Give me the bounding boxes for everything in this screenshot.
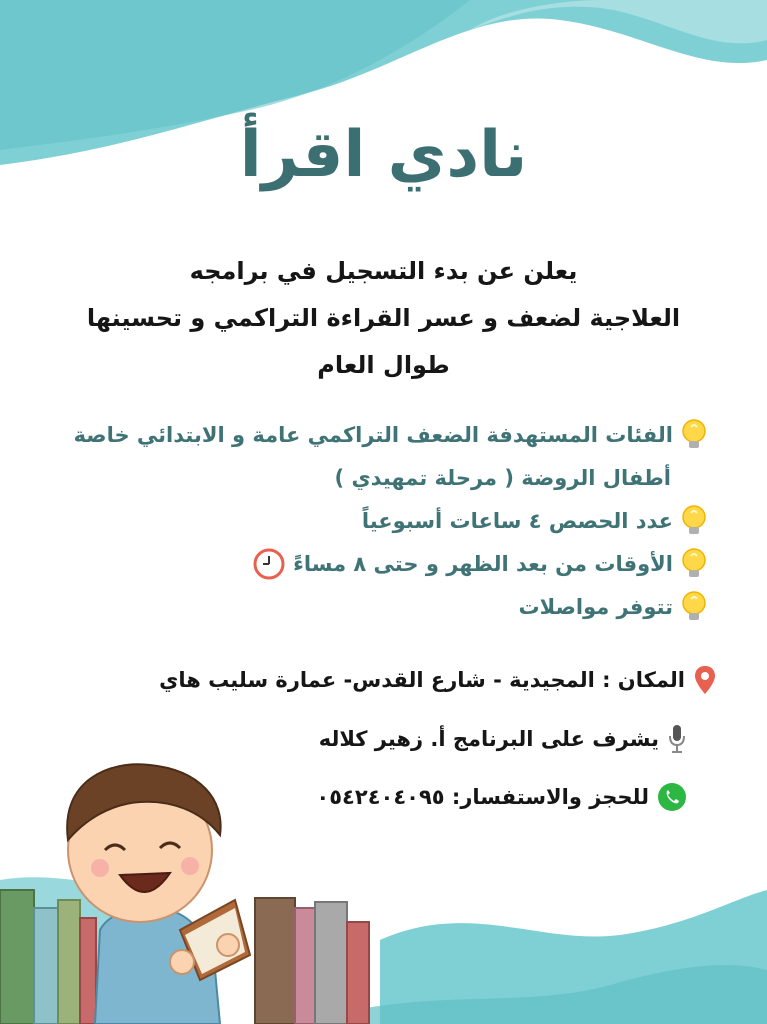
supervisor-text: يشرف على البرنامج أ. زهير كلاله: [318, 727, 659, 751]
clock-icon: [253, 548, 285, 580]
feature-times: [29, 542, 709, 585]
boy-reading-illustration: [0, 740, 380, 1024]
features-list: [29, 413, 709, 628]
location-text: المكان : المجيدية - شارع القدس- عمارة سليب هاي: [159, 668, 685, 692]
lightbulb-icon: [679, 504, 709, 538]
club-title: نادي اقرأ: [239, 118, 528, 192]
microphone-icon: [667, 723, 687, 755]
feature-text: تتوفر مواصلات: [518, 594, 673, 619]
feature-transport: [29, 585, 709, 628]
whatsapp-icon: [657, 782, 687, 812]
lightbulb-icon: [679, 547, 709, 581]
location-pin-icon: [693, 665, 717, 695]
announcement: [30, 248, 737, 389]
lightbulb-icon: [679, 590, 709, 624]
feature-text: الفئات المستهدفة الضعف التراكمي عامة و الابتدائي خاصة: [73, 422, 673, 447]
feature-target-continued: [29, 456, 709, 499]
announcement-line: يعلن عن بدء التسجيل في برامجه: [189, 257, 578, 285]
location-row: [37, 665, 717, 695]
feature-text: عدد الحصص ٤ ساعات أسبوعياً: [361, 508, 673, 533]
announcement-line: طوال العام: [317, 351, 450, 379]
announcement-line: العلاجية لضعف و عسر القراءة التراكمي و تحسينها: [86, 304, 681, 332]
booking-text: للحجز والاستفسار: ٠٥٤٢٤٠٤٠٩٥: [316, 785, 649, 809]
feature-sessions: [29, 499, 709, 542]
feature-text: أطفال الروضة ( مرحلة تمهيدي ): [334, 465, 671, 490]
feature-text: الأوقات من بعد الظهر و حتى ٨ مساءً: [293, 551, 673, 576]
lightbulb-icon: [679, 418, 709, 452]
feature-target: [29, 413, 709, 456]
